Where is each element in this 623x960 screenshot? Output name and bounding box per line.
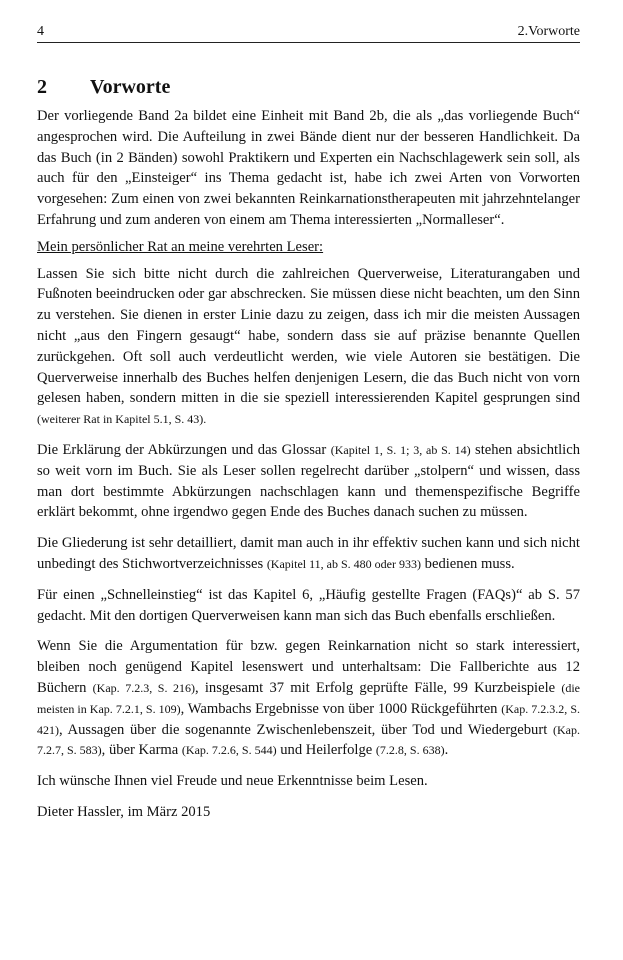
paragraph-text: . xyxy=(444,742,449,759)
reference-note: (Kap. 7.2.7, S. 583) xyxy=(37,722,580,758)
body-text xyxy=(37,106,580,833)
chapter-title: Vorworte xyxy=(90,76,171,98)
reference-note: (Kap. 7.2.3.2, S. 421) xyxy=(37,701,580,737)
paragraph-text: Lassen Sie sich bitte nicht durch die zahlreichen Querverweise, Literaturangaben und Fußnoten beeindrucken oder gar abschrecken. Sie müssen diese nicht beachten, um den Sinn zu verstehen. Sie dienen in erster Linie dazu zu zeigen, dass ich mir die meisten Aussagen nicht „aus den Fingern gesaugt“ habe, sondern dass sie auf präzise benannte Quellen zurückgehen. Oft soll auch verdeutlicht werden, wie viele Autoren sie bestätigen. Die Querverweise innerhalb des Buches helfen denjenigen Lesern, die das Buch nicht von vorn gelesen haben, sondern mitten in die sie speziell interessierenden Kapitel gesprungen sind xyxy=(37,265,580,407)
paragraph-intro: Der vorliegende Band 2a bildet eine Einheit mit Band 2b, die als „das vorliegende Buch“ angesprochen wird. Die Aufteilung in zwei Bände dient nur der besseren Handlichkeit. Da das Buch (in 2 Bänden) sowohl Praktikern und Experten ein Nachschlagewerk sein soll, als auch für den „Einsteiger“ ins Thema gedacht ist, habe ich zwei Arten von Vorworten vorgesehen: Zum einen von zwei bekannten Reinkarnationstherapeuten mit jahrzehntelanger Erfahrung und zum anderen von einem am Thema interessierten „Normalleser“. xyxy=(37,108,580,228)
paragraph-text: und Heilerfolge xyxy=(280,742,373,759)
running-title: 2.Vorworte xyxy=(517,24,580,39)
paragraph-text: Die Gliederung ist sehr detailliert, damit man auch in ihr effektiv suchen kann und sich nicht unbedingt des Stichwortverzeichnisses xyxy=(37,535,580,572)
reference-note: (Kapitel 11, ab S. 480 oder 933) xyxy=(266,556,422,571)
chapter-heading xyxy=(37,75,170,99)
signature-line: Dieter Hassler, im März 2015 xyxy=(37,803,211,820)
paragraph-text: , über Karma xyxy=(101,742,179,759)
paragraph-text: , Wambachs Ergebnisse von über 1000 Rückgeführten xyxy=(180,700,498,717)
paragraph-text: stehen absichtlich so weit vorn im Buch. Sie als Leser sollen regelrecht darüber „stolpern“ und wissen, dass man dort bestimmte Abkürzungen nachschlagen kann und themenspezifische Begriffe erklärt bekommt, ohne irgendwo gegen Ende des Buches danach suchen zu müssen. xyxy=(37,441,580,521)
chapter-number: 2 xyxy=(37,76,47,98)
paragraph-cross-references xyxy=(37,264,580,430)
reference-note: (Kapitel 1, S. 1; 3, ab S. 14) xyxy=(330,442,471,457)
page-number: 4 xyxy=(37,24,44,39)
paragraph-text: , Aussagen über die sogenannte Zwischenlebenszeit, über Tod und Wiedergeburt xyxy=(59,721,548,738)
paragraph-glossary xyxy=(37,440,580,523)
advice-subheading xyxy=(37,237,580,258)
paragraph-closing: Ich wünsche Ihnen viel Freude und neue Erkenntnisse beim Lesen. xyxy=(37,773,428,790)
subheading-text: Mein persönlicher Rat an meine verehrten Leser: xyxy=(37,238,324,255)
reference-note: (Kap. 7.2.6, S. 544) xyxy=(181,743,277,758)
paragraph-recommendations xyxy=(37,636,580,761)
paragraph-text: , insgesamt 37 mit Erfolg geprüfte Fälle, 99 Kurzbeispiele xyxy=(195,679,556,696)
paragraph-text: bedienen muss. xyxy=(424,555,515,572)
paragraph-text: Die Erklärung der Abkürzungen und das Glossar xyxy=(37,441,327,458)
reference-note: (Kap. 7.2.3, S. 216) xyxy=(92,680,196,695)
reference-note: (7.2.8, S. 638) xyxy=(375,743,445,758)
paragraph-quick-start: Für einen „Schnelleinstieg“ ist das Kapitel 6, „Häufig gestellte Fragen (FAQs)“ ab S. 57 gedacht. Mit den dortigen Querverweisen kann man sich das Buch ebenfalls erschließen. xyxy=(37,586,580,624)
reference-note: (weiterer Rat in Kapitel 5.1, S. 43). xyxy=(37,412,207,427)
paragraph-structure xyxy=(37,533,580,575)
reference-note: (die meisten in Kap. 7.2.1, S. 109) xyxy=(37,680,580,716)
running-header xyxy=(37,22,580,43)
paragraph-text: Wenn Sie die Argumentation für bzw. gegen Reinkarnation nicht so stark interessiert, bleiben noch genügend Kapitel lesenswert und unterhaltsam: Die Fallberichte aus 12 Büchern xyxy=(37,638,580,696)
